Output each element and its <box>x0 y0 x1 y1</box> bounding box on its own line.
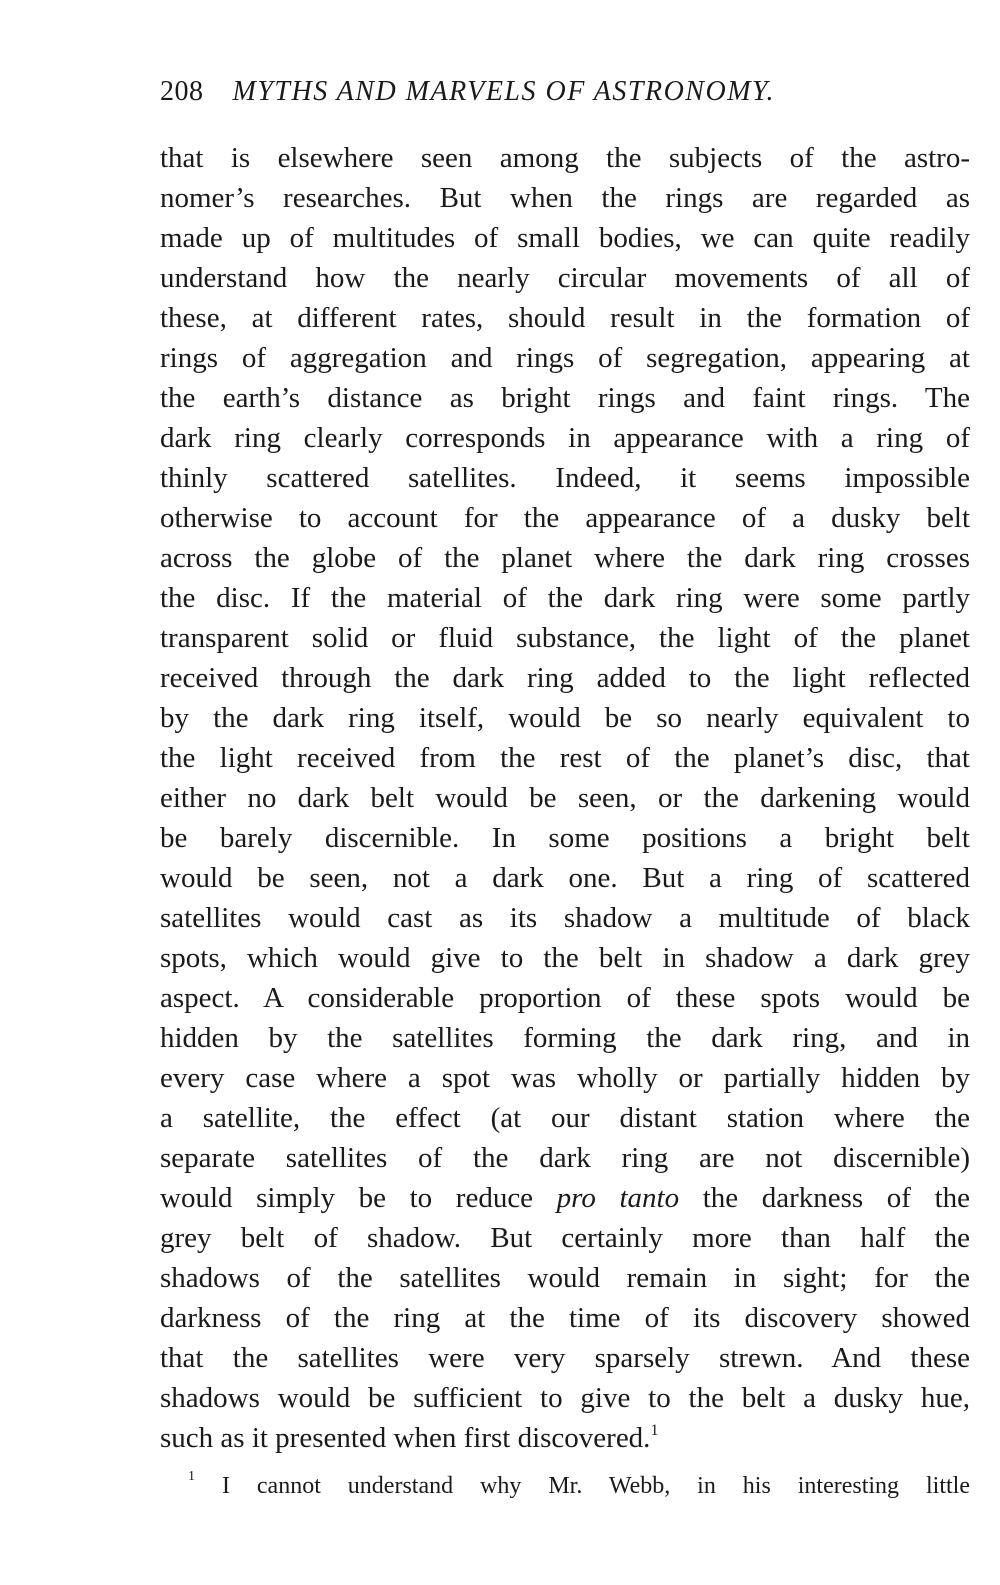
text-line: grey belt of shadow. But certainly more than half the <box>160 1222 970 1254</box>
footnote-reference: 1 <box>650 1422 659 1439</box>
text-line: would be seen, not a dark one. But a ring of scattered <box>160 862 970 894</box>
text-line: the disc. If the material of the dark ring were some partly <box>160 582 970 614</box>
text-line: a satellite, the effect (at our distant station where the <box>160 1102 970 1134</box>
text-line: thinly scattered satellites. Indeed, it seems impossible <box>160 462 970 494</box>
text-line-with-italic <box>160 1178 970 1218</box>
text-line: across the globe of the planet where the dark ring crosses <box>160 542 970 574</box>
page-number: 208 <box>160 76 204 107</box>
text-line: aspect. A considerable proportion of these spots would be <box>160 982 970 1014</box>
text-line: separate satellites of the dark ring are not discernible) <box>160 1142 970 1174</box>
text-line: be barely discernible. In some positions a bright belt <box>160 822 970 854</box>
text-line: transparent solid or fluid substance, the light of the planet <box>160 622 970 654</box>
text-line: received through the dark ring added to the light reflected <box>160 662 970 694</box>
footnote-text: I cannot understand why Mr. Webb, in his interesting little <box>195 1473 970 1499</box>
line-text-before: would simply be to reduce <box>160 1182 557 1214</box>
footnote <box>160 1466 970 1506</box>
text-line: every case where a spot was wholly or partially hidden by <box>160 1062 970 1094</box>
line-text-after: the darkness of the <box>679 1182 970 1214</box>
text-line: that is elsewhere seen among the subjects of the astro- <box>160 142 970 174</box>
last-line-text: such as it presented when first discovered. <box>160 1422 651 1454</box>
running-title: MYTHS AND MARVELS OF ASTRONOMY. <box>232 76 776 107</box>
text-line: satellites would cast as its shadow a multitude of black <box>160 902 970 934</box>
page-header <box>160 74 970 110</box>
text-line: these, at different rates, should result in the formation of <box>160 302 970 334</box>
text-line: that the satellites were very sparsely strewn. And these <box>160 1342 970 1374</box>
text-line: otherwise to account for the appearance of a dusky belt <box>160 502 970 534</box>
footnote-marker: 1 <box>188 1469 195 1484</box>
text-line: the earth’s distance as bright rings and faint rings. The <box>160 382 970 414</box>
text-line: by the dark ring itself, would be so nearly equivalent to <box>160 702 970 734</box>
text-line: darkness of the ring at the time of its discovery showed <box>160 1302 970 1334</box>
italic-phrase: pro tanto <box>556 1182 680 1214</box>
text-line: made up of multitudes of small bodies, we can quite readily <box>160 222 970 254</box>
text-line: hidden by the satellites forming the dark ring, and in <box>160 1022 970 1054</box>
text-line: shadows of the satellites would remain in sight; for the <box>160 1262 970 1294</box>
text-line: spots, which would give to the belt in shadow a dark grey <box>160 942 970 974</box>
text-line: either no dark belt would be seen, or the darkening would <box>160 782 970 814</box>
text-line: shadows would be sufficient to give to the belt a dusky hue, <box>160 1382 970 1414</box>
text-line: rings of aggregation and rings of segregation, appearing at <box>160 342 970 374</box>
body-text <box>160 138 970 1458</box>
text-line: understand how the nearly circular movements of all of <box>160 262 970 294</box>
text-line: dark ring clearly corresponds in appearance with a ring of <box>160 422 970 454</box>
text-line: the light received from the rest of the planet’s disc, that <box>160 742 970 774</box>
text-line: nomer’s researches. But when the rings are regarded as <box>160 182 970 214</box>
paragraph-last-line <box>160 1418 970 1458</box>
